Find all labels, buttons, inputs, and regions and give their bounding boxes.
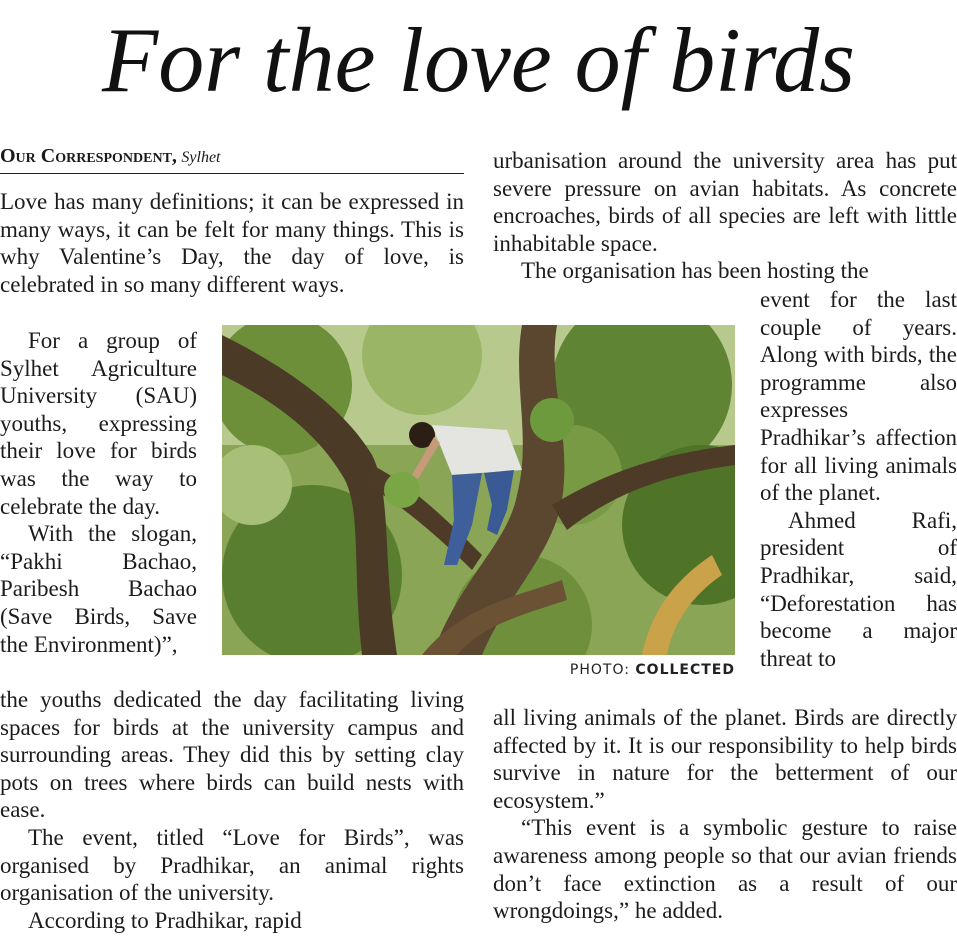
column-2-top (493, 147, 957, 285)
paragraph: Ahmed Rafi, president of Pradhikar, said, “Deforestation has become a major threat to (760, 507, 957, 671)
paragraph: According to Pradhikar, rapid (28, 907, 302, 933)
headline: For the love of birds (102, 9, 855, 111)
column-1-bottom (0, 686, 464, 934)
column-1-wrap (0, 327, 197, 658)
paragraph: the youths dedicated the day facilitating living spaces for birds at the university campus and surrounding areas. They did this by setting clay pots on trees where birds can build nests with ease. (0, 687, 464, 823)
paragraph: “This event is a symbolic gesture to raise awareness among people so that our avian friends don’t face extinction as a result of our wrongdoings,” he added. (493, 815, 957, 924)
paragraph: event for the last couple of years. Along with birds, the programme also expresses Pradhikar’s affection for all living animals of the planet. (760, 287, 957, 506)
photo-credit-label: PHOTO: (569, 662, 630, 678)
column-1-top (0, 188, 464, 298)
column-2-bottom (493, 704, 957, 925)
photo-credit (520, 662, 735, 678)
paragraph: With the slogan, “Pakhi Bachao, Paribesh Bachao (Save Birds, Save the Environment)”, (0, 521, 197, 657)
paragraph: The organisation has been hosting the (521, 258, 869, 284)
paragraph: Love has many definitions; it can be expressed in many ways, it can be felt for many things. This is why Valentine’s Day, the day of love, is celebrated in so many different ways. (0, 189, 464, 297)
paragraph: all living animals of the planet. Birds are directly affected by it. It is our responsibility to help birds survive in nature for the betterment of our ecosystem.” (493, 705, 957, 813)
photo-credit-source: COLLECTED (635, 662, 735, 678)
column-2-wrap (760, 286, 957, 672)
byline (0, 143, 464, 174)
paragraph: For a group of Sylhet Agriculture University (SAU) youths, expressing their love for birds was the way to celebrate the day. (0, 328, 197, 519)
byline-name: Our Correspondent, (0, 145, 177, 167)
tree-photo-illustration (222, 325, 735, 655)
byline-location: Sylhet (181, 149, 221, 166)
paragraph: urbanisation around the university area has put severe pressure on avian habitats. As concrete encroaches, birds of all species are left with little inhabitable space. (493, 148, 957, 256)
paragraph: The event, titled “Love for Birds”, was organised by Pradhikar, an animal rights organisation of the university. (0, 824, 464, 906)
article-photo (222, 325, 735, 655)
